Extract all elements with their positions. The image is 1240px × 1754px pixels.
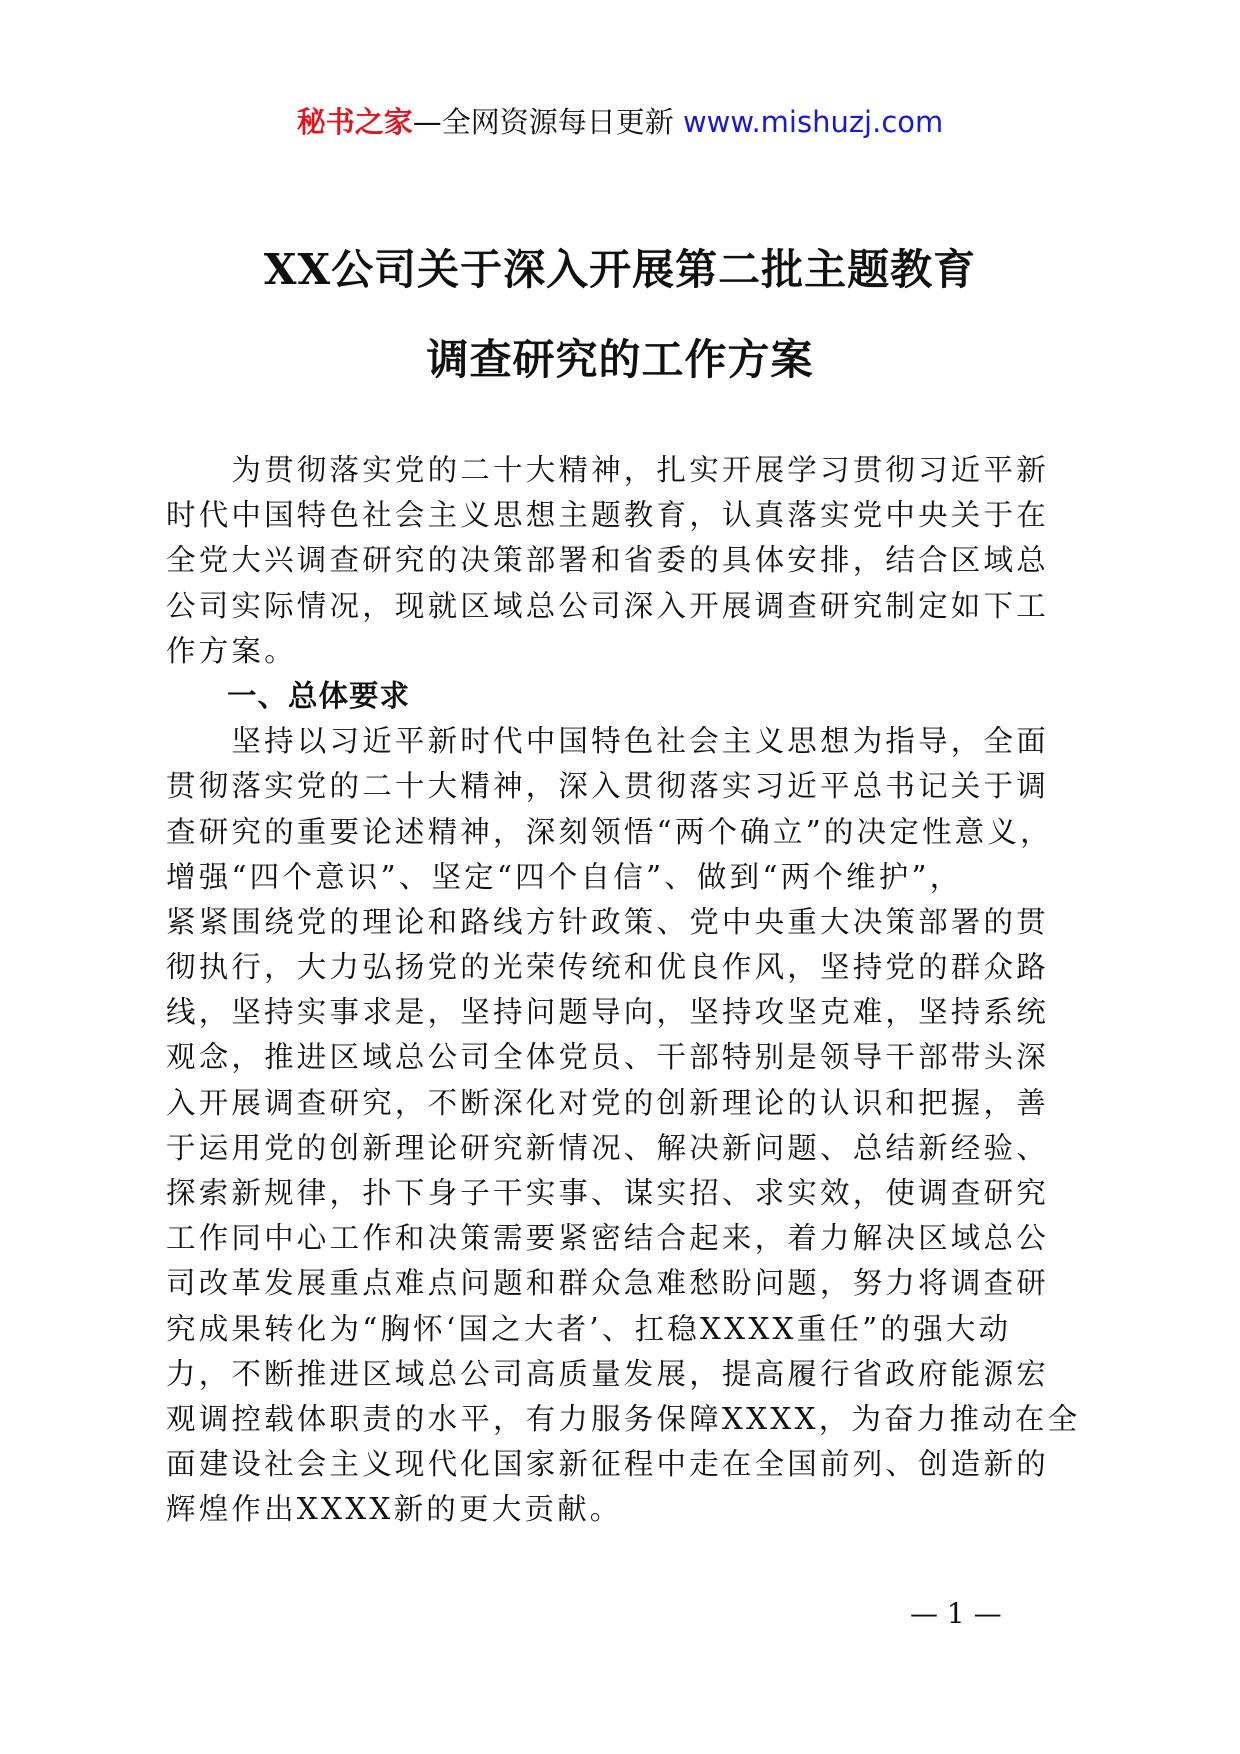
body-line: 贯彻落实党的二十大精神，深入贯彻落实习近平总书记关于调 bbox=[166, 769, 1049, 804]
body-line: 于运用党的创新理论研究新情况、解决新问题、总结新经验、 bbox=[166, 1130, 1049, 1165]
brand-name: 秘书之家 bbox=[296, 105, 413, 139]
body-line: 观调控载体职责的水平，有力服务保障XXXX，为奋力推动在全 bbox=[166, 1401, 1081, 1436]
body-line: 坚持以习近平新时代中国特色社会主义思想为指导，全面 bbox=[166, 724, 1049, 759]
body-line: 彻执行，大力弘扬党的光荣传统和优良作风，坚持党的群众路 bbox=[166, 950, 1049, 985]
header-dash: — bbox=[412, 105, 442, 139]
document-title-line-1: XX公司关于深入开展第二批主题教育 bbox=[263, 245, 977, 294]
section-heading: 一、总体要求 bbox=[166, 678, 411, 713]
body-line: 作方案。 bbox=[166, 633, 297, 668]
page-number: — 1 — bbox=[910, 1597, 1002, 1630]
body-line: 为贯彻落实党的二十大精神，扎实开展学习贯彻习近平新 bbox=[166, 453, 1049, 487]
body-line: 司改革发展重点难点问题和群众急难愁盼问题，努力将调查研 bbox=[166, 1266, 1049, 1301]
site-url-link[interactable]: www.mishuzj.com bbox=[682, 105, 944, 139]
body-line: 紧紧围绕党的理论和路线方针政策、党中央重大决策部署的贯 bbox=[166, 904, 1049, 939]
body-line: 探索新规律，扑下身子干实事、谋实招、求实效，使调查研究 bbox=[166, 1176, 1049, 1210]
body-line: 究成果转化为“胸怀‘国之大者’、扛稳XXXX重任”的强大动 bbox=[166, 1311, 1012, 1346]
body-line: 全党大兴调查研究的决策部署和省委的具体安排，结合区域总 bbox=[166, 543, 1049, 578]
site-header bbox=[0, 100, 1240, 144]
body-line: 增强“四个意识”、坚定“四个自信”、做到“两个维护”， bbox=[166, 859, 963, 894]
body-line: 公司实际情况，现就区域总公司深入开展调查研究制定如下工 bbox=[166, 588, 1049, 623]
body-line: 查研究的重要论述精神，深刻领悟“两个确立”的决定性意义， bbox=[166, 814, 1053, 849]
document-title-line-2: 调查研究的工作方案 bbox=[426, 335, 814, 384]
header-tagline: 全网资源每日更新 bbox=[441, 105, 674, 139]
body-line: 入开展调查研究，不断深化对党的创新理论的认识和把握，善 bbox=[166, 1085, 1049, 1120]
body-line: 线，坚持实事求是，坚持问题导向，坚持攻坚克难，坚持系统 bbox=[166, 995, 1049, 1030]
body-line: 工作同中心工作和决策需要紧密结合起来，着力解决区域总公 bbox=[166, 1221, 1049, 1256]
body-line: 时代中国特色社会主义思想主题教育，认真落实党中央关于在 bbox=[166, 498, 1049, 533]
document-body bbox=[166, 448, 1086, 1533]
body-line: 力，不断推进区域总公司高质量发展，提高履行省政府能源宏 bbox=[166, 1356, 1049, 1391]
body-line: 辉煌作出XXXX新的更大贡献。 bbox=[166, 1492, 623, 1527]
body-line: 面建设社会主义现代化国家新征程中走在全国前列、创造新的 bbox=[166, 1447, 1049, 1482]
body-line: 观念，推进区域总公司全体党员、干部特别是领导干部带头深 bbox=[166, 1040, 1049, 1075]
